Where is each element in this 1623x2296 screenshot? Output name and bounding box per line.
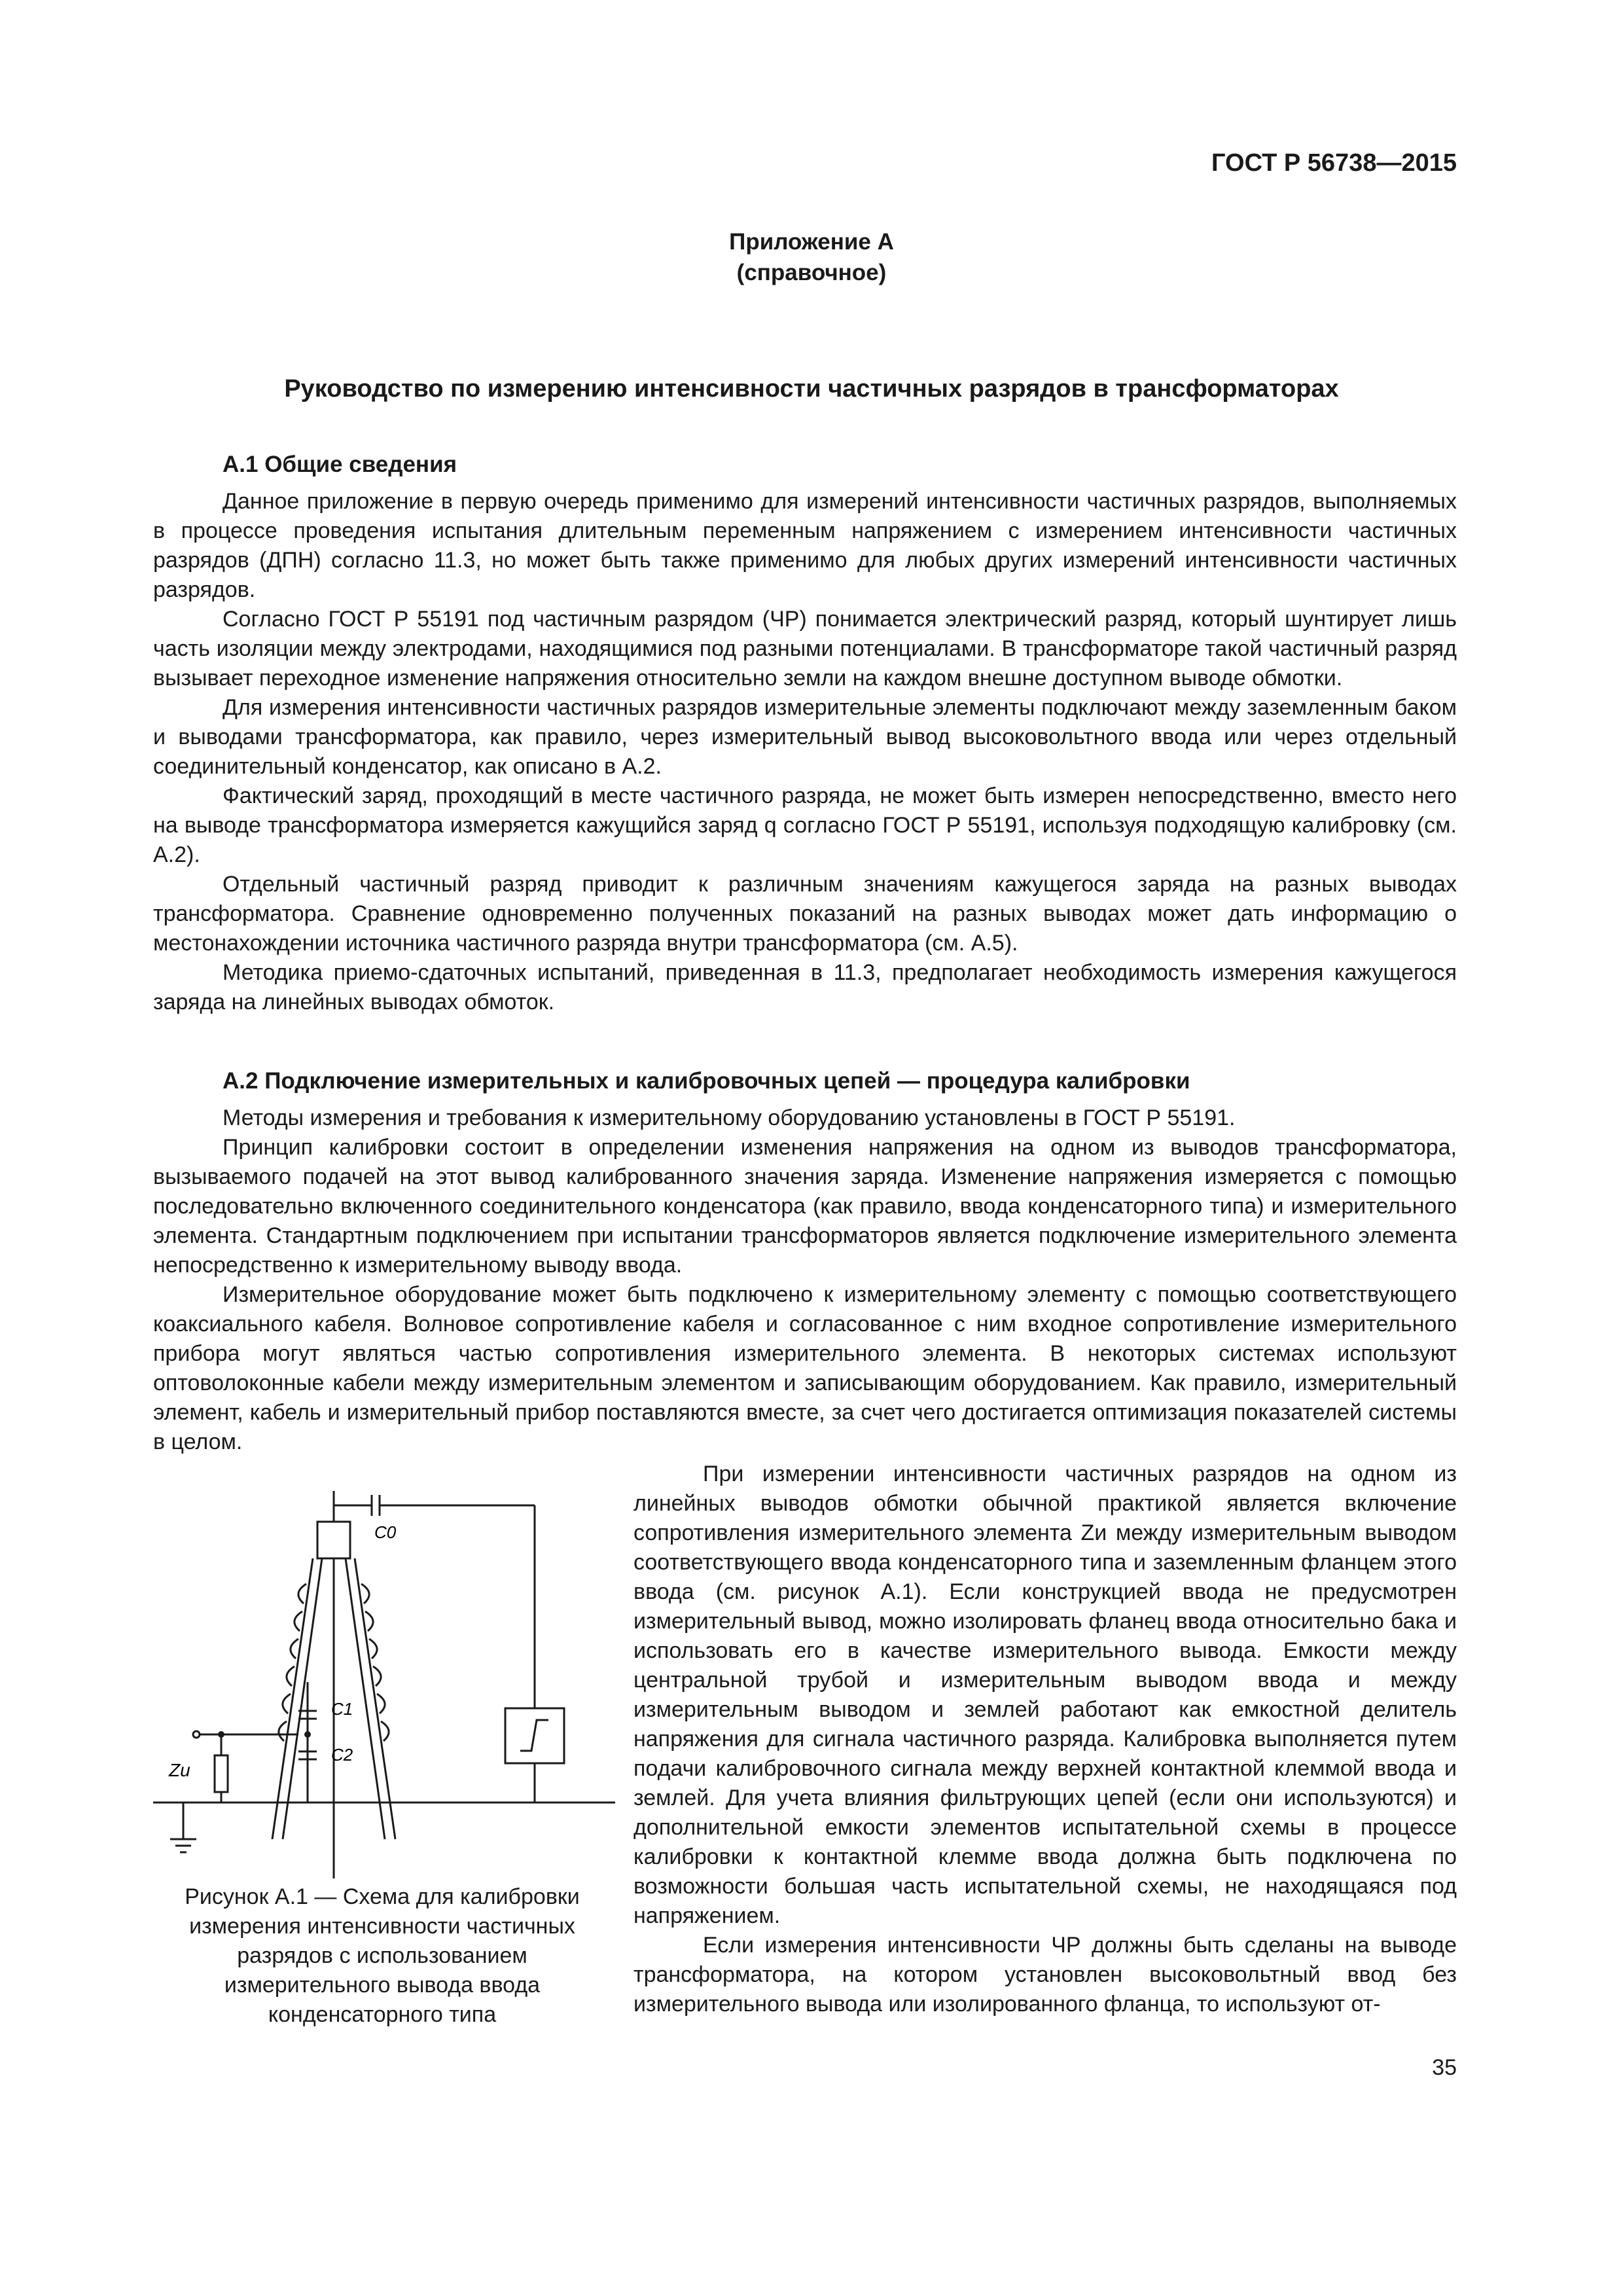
section-2-right-column (633, 1460, 1457, 2019)
section-1-heading: А.1 Общие сведения (223, 452, 457, 477)
label-c0: C0 (374, 1522, 397, 1542)
left-sheds (279, 1584, 306, 1741)
paragraph: При измерении интенсивности частичных разрядов на одном из линейных выводов обмотки обычной практикой является включение сопротивления измерительного элемента Zи между измерительным выводом соответствующего ввода конденсаторного типа и заземленным фланцем этого ввода (см. рисунок А.1). Если конструкцией ввода не предусмотрен измерительный вывод, можно изолировать фланец ввода относительно бака и использовать его в качестве измерительного вывода. Емкости между центральной трубой и измерительным выводом ввода и между измерительным выводом и землей работают как емкостной делитель напряжения для сигнала частичного разряда. Калибровка выполняется путем подачи калибровочного сигнала между верхней контактной клеммой ввода и землей. Для учета влияния фильтрующих цепей (если они используются) и дополнительной емкости элементов испытательной схемы в процессе калибровки к контактной клемме ввода должна быть подключена по возможности большая часть испытательной схемы, не находящаяся под напряжением. (633, 1462, 1457, 1928)
appendix-subtitle: (справочное) (736, 260, 887, 285)
appendix-title: Приложение А (729, 229, 894, 255)
section-2-heading: А.2 Подключение измерительных и калибровочных цепей — процедура калибровки (223, 1068, 1190, 1094)
bushing-right-body (346, 1558, 395, 1839)
paragraph: Методы измерения и требования к измерительному оборудованию установлены в ГОСТ Р 55191. (223, 1105, 1236, 1130)
junction-dot (218, 1731, 224, 1738)
label-c1: C1 (331, 1699, 353, 1719)
paragraph: Отдельный частичный разряд приводит к различным значениям кажущегося заряда на разных выводах трансформатора. Сравнение одновременно полученных показаний на разных выводах может дать информацию о местонахождении источника частичного разряда внутри трансформатора (см. А.5). (153, 872, 1457, 956)
junction-dot (304, 1731, 311, 1738)
appendix-heading (0, 226, 1623, 288)
main-title: Руководство по измерению интенсивности частичных разрядов в трансформаторах (284, 375, 1339, 403)
right-sheds (361, 1584, 389, 1741)
paragraph: Для измерения интенсивности частичных разрядов измерительные элементы подключают между заземленным баком и выводами трансформатора, как правило, через измерительный вывод высоковольтного ввода или через отдельный соединительный конденсатор, как описано в А.2. (153, 695, 1457, 779)
label-c2: C2 (331, 1745, 353, 1765)
instrument-symbol (520, 1720, 548, 1751)
paragraph: Если измерения интенсивности ЧР должны быть сделаны на выводе трансформатора, на котором установлен высоковольтный ввод без измерительного вывода или изолированного фланца, то используют от- (633, 1933, 1457, 2017)
document-code: ГОСТ Р 56738—2015 (1211, 149, 1457, 177)
section-2-body (153, 1103, 1457, 1457)
zi-resistor (215, 1755, 228, 1792)
paragraph: Фактический заряд, проходящий в месте частичного разряда, не может быть измерен непосредственно, вместо него на выводе трансформатора измеряется кажущийся заряд q согласно ГОСТ Р 55191, используя подходящую калибровку (см. А.2). (153, 783, 1457, 867)
calibration-circuit-figure (144, 1486, 628, 1878)
section-1-body (153, 487, 1457, 1017)
label-zi: Zи (169, 1760, 190, 1780)
paragraph: Согласно ГОСТ Р 55191 под частичным разрядом (ЧР) понимается электрический разряд, который шунтирует лишь часть изоляции между электродами, находящимися под разными потенциалами. В трансформаторе такой частичный разряд вызывает переходное изменение напряжения относительно земли на каждом внешне доступном выводе обмотки. (153, 607, 1457, 691)
figure-caption: Рисунок А.1 — Схема для калибровки измерения интенсивности частичных разрядов с использованием измерительного вывода ввода конденсаторного типа (185, 1884, 580, 2027)
page-number: 35 (1432, 2055, 1457, 2080)
bushing-left-body (272, 1558, 322, 1839)
paragraph: Методика приемо-сдаточных испытаний, приведенная в 11.3, предполагает необходимость измерения кажущегося заряда на линейных выводах обмоток. (153, 960, 1457, 1014)
paragraph: Данное приложение в первую очередь применимо для измерений интенсивности частичных разрядов, выполняемых в процессе проведения испытания длительным переменным напряжением с измерением интенсивности частичных разрядов (ДПН) согласно 11.3, но может быть также применимо для любых других измерений интенсивности частичных разрядов. (153, 489, 1457, 602)
bushing-head (317, 1522, 350, 1558)
paragraph: Измерительное оборудование может быть подключено к измерительному элементу с помощью соответствующего коаксиального кабеля. Волновое сопротивление кабеля и согласованное с ним входное сопротивление измерительного прибора могут являться частью сопротивления измерительного элемента. В некоторых системах используют оптоволоконные кабели между измерительным элементом и записывающим оборудованием. Как правило, измерительный элемент, кабель и измерительный прибор поставляются вместе, за счет чего достигается оптимизация показателей системы в целом. (153, 1282, 1457, 1454)
tap-terminal (193, 1731, 200, 1738)
paragraph: Принцип калибровки состоит в определении изменения напряжения на одном из выводов трансформатора, вызываемого подачей на этот вывод калиброванного значения заряда. Изменение напряжения измеряется с помощью последовательно включенного соединительного конденсатора (как правило, ввода конденсаторного типа) и измерительного элемента. Стандартным подключением при испытании трансформаторов является подключение измерительного элемента непосредственно к измерительному выводу ввода. (153, 1135, 1457, 1278)
